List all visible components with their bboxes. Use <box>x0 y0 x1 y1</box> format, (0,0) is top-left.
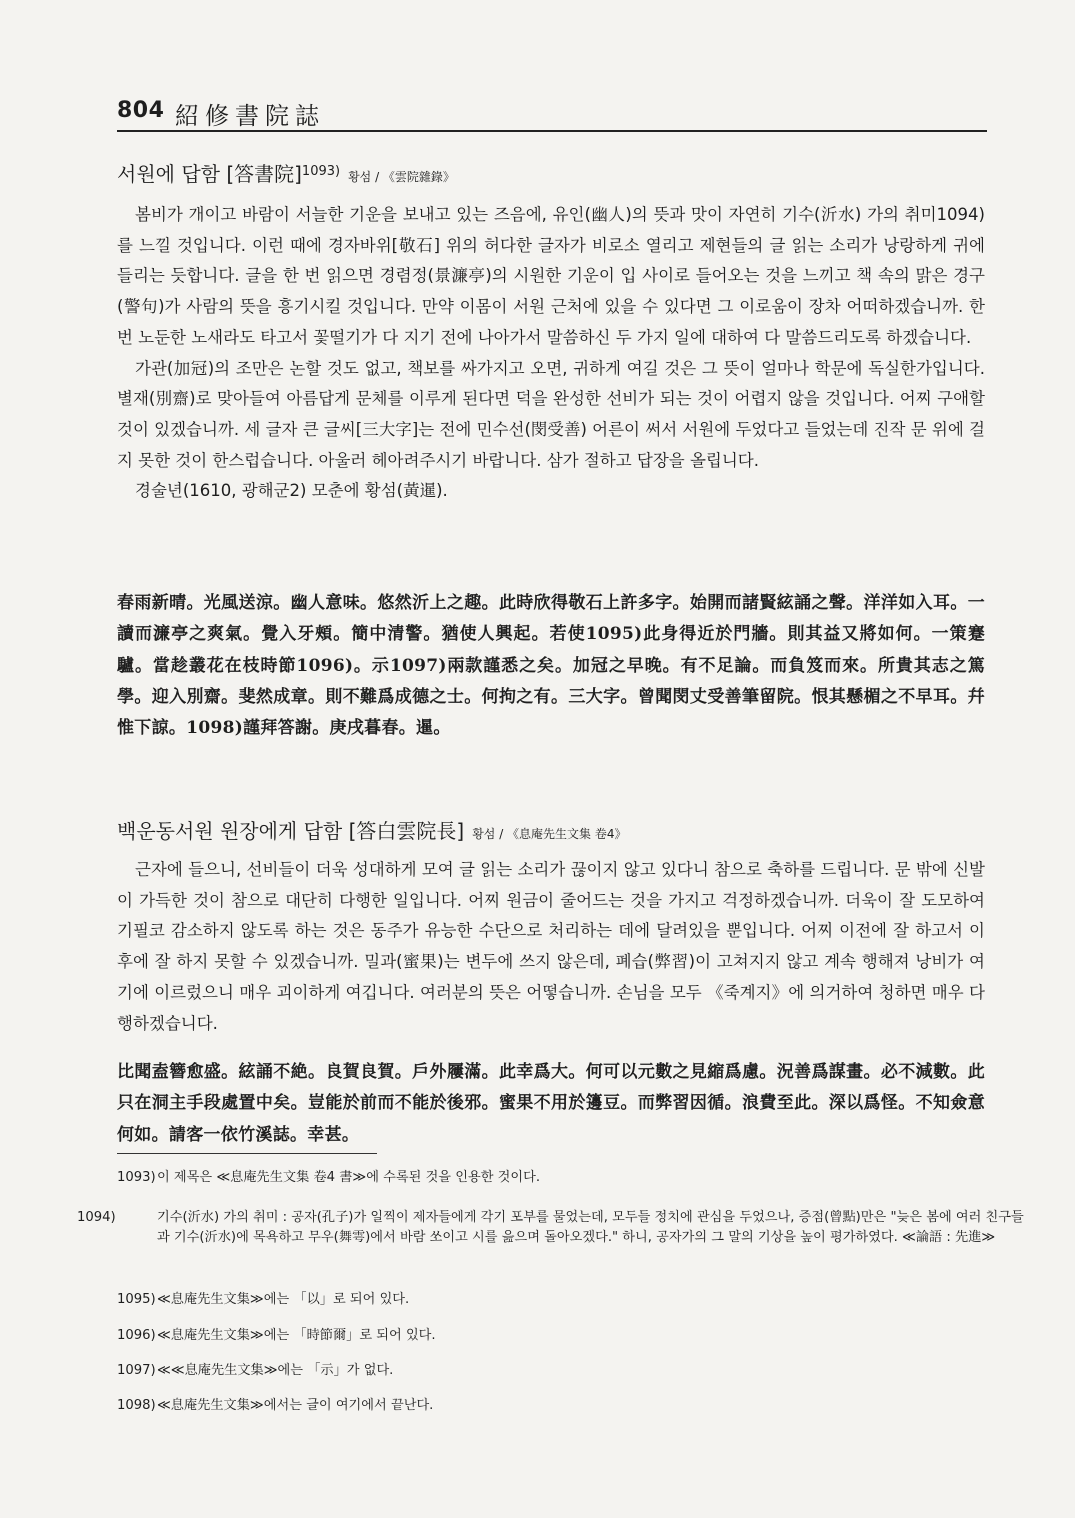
footnote-number: 1098) <box>117 1398 156 1413</box>
footnote-text: 기수(沂水) 가의 취미 : 공자(孔子)가 일찍이 제자들에게 각기 포부를 물었는데, 모두들 정치에 관심을 두었으나, 증점(曾點)만은 "늦은 봄에 여러 친구들과 기수(沂水)에 목욕하고 무우(舞雩)에서 바람 쏘이고 시를 읊으며 돌아오겠다." 하니, 공자가의 그 말의 기상을 높이 평가하였다. ≪論語 : 先進≫ <box>157 1210 1024 1245</box>
footnote-number: 1096) <box>117 1328 156 1343</box>
footnote-number: 1094) <box>77 1210 116 1225</box>
section2-heading: 백운동서원 원장에게 답함 [答白雲院長] <box>117 819 465 843</box>
section1-heading: 서원에 답함 [答書院] <box>117 162 302 186</box>
footnote-1094 <box>77 1208 1025 1248</box>
section1-paragraph-2: 가관(加冠)의 조만은 논할 것도 없고, 책보를 싸가지고 오면, 귀하게 여길 것은 그 뜻이 얼마나 학문에 독실한가입니다. 별재(別齋)로 맞아들여 아름답게 문체를 이루게 된다면 덕을 완성한 선비가 되는 것이 어렵지 않을 것입니다. 어찌 구애할 것이 있겠습니까. 세 글자 큰 글씨[三大字]는 전에 민수선(閔受善) 어른이 써서 서원에 두었다고 들었는데 진작 문 위에 걸지 못한 것이 한스럽습니다. 아울러 헤아려주시기 바랍니다. 삼가 절하고 답장을 올립니다. <box>117 358 985 470</box>
section2-author-source: 황섬 / 《息庵先生文集 卷4》 <box>472 827 627 841</box>
footnote-divider <box>117 1153 377 1154</box>
section1-author-source: 황섬 / 《雲院雜錄》 <box>348 170 455 184</box>
section1-translation <box>117 200 985 507</box>
section1-classical-text: 春雨新晴。光風送涼。幽人意味。悠然沂上之趣。此時欣得敬石上許多字。始開而諸賢絃誦之聲。洋洋如入耳。一讀而濂亭之爽氣。覺入牙頰。簡中清警。猶使人興起。若使1095)此身得近於門牆。則其益又將如何。一策蹇驢。當趁叢花在枝時節1096)。示1097)兩款謹悉之矣。加冠之早晚。有不足論。而負笈而來。所貴其志之篤學。迎入別齋。斐然成章。則不難爲成德之士。何拘之有。三大字。曾聞閔丈受善筆留院。恨其懸楣之不早耳。幷惟下諒。1098)謹拜答謝。庚戌暮春。暹。 <box>117 593 985 739</box>
footnote-text: ≪息庵先生文集≫에서는 글이 여기에서 끝난다. <box>157 1398 434 1413</box>
running-header <box>117 96 987 132</box>
footnote-text: ≪息庵先生文集≫에는 「以」로 되어 있다. <box>157 1292 410 1307</box>
footnote-text: ≪≪息庵先生文集≫에는 「示」가 없다. <box>157 1363 394 1378</box>
footnote-1097 <box>117 1361 985 1381</box>
section2-translation <box>117 855 985 1039</box>
section1-paragraph-1: 봄비가 개이고 바람이 서늘한 기운을 보내고 있는 즈음에, 유인(幽人)의 뜻과 맛이 자연히 기수(沂水) 가의 취미1094)를 느낄 것입니다. 이런 때에 경자바위[敬石] 위의 허다한 글자가 비로소 열리고 제현들의 글 읽는 소리가 낭랑하게 귀에 들리는 듯합니다. 글을 한 번 읽으면 경렴정(景濂亭)의 시원한 기운이 입 사이로 들어오는 것을 느끼고 책 속의 맑은 경구(警句)가 사람의 뜻을 흥기시킬 것입니다. 만약 이몸이 서원 근처에 있을 수 있다면 그 이로움이 장차 어떠하겠습니까. 한 번 노둔한 노새라도 타고서 꽃떨기가 다 지기 전에 나아가서 말씀하신 두 가지 일에 대하여 다 말씀드리도록 하겠습니다. <box>117 205 985 347</box>
section1-signature: 경술년(1610, 광해군2) 모춘에 황섬(黃暹). <box>135 481 448 501</box>
footnote-text: ≪息庵先生文集≫에는 「時節爾」로 되어 있다. <box>157 1328 436 1343</box>
footnote-number: 1093) <box>117 1170 156 1185</box>
footnote-number: 1095) <box>117 1292 156 1307</box>
section2-paragraph: 근자에 들으니, 선비들이 더욱 성대하게 모여 글 읽는 소리가 끊이지 않고 있다니 참으로 축하를 드립니다. 문 밖에 신발이 가득한 것이 참으로 대단히 다행한 일입니다. 어찌 원금이 줄어드는 것을 가지고 걱정하겠습니까. 더욱이 잘 도모하여 기필코 감소하지 않도록 하는 것은 동주가 유능한 수단으로 처리하는 데에 달려있을 뿐입니다. 어찌 이전에 잘 하고서 이후에 잘 하지 못할 수 있겠습니까. 밀과(蜜果)는 변두에 쓰지 않은데, 폐습(弊習)이 고쳐지지 않고 계속 행해져 낭비가 여기에 이르렀으니 매우 괴이하게 여깁니다. 여러분의 뜻은 어떻습니까. 손님을 모두 《죽계지》에 의거하여 청하면 매우 다행하겠습니다. <box>117 860 985 1033</box>
page-number: 804 <box>117 98 165 123</box>
footnote-text: 이 제목은 ≪息庵先生文集 卷4 書≫에 수록된 것을 인용한 것이다. <box>157 1170 541 1185</box>
footnote-number: 1097) <box>117 1363 156 1378</box>
section2-title <box>117 815 627 844</box>
section1-title <box>117 158 455 187</box>
footnote-1098 <box>117 1396 985 1416</box>
section2-classical-text: 比聞盍簪愈盛。絃誦不絶。良賀良賀。戶外屨滿。此幸爲大。何可以元數之見縮爲慮。況善爲謀畫。必不減數。此只在洞主手段處置中矣。豈能於前而不能於後邪。蜜果不用於籩豆。而弊習因循。浪費至此。深以爲怪。不知僉意何如。請客一依竹溪誌。幸甚。 <box>117 1062 985 1145</box>
book-title: 紹修書院誌 <box>175 102 325 130</box>
footnote-1093 <box>117 1168 985 1188</box>
footnote-1096 <box>117 1326 985 1346</box>
footnote-1095 <box>117 1290 985 1310</box>
section1-note-ref: 1093) <box>301 164 341 179</box>
